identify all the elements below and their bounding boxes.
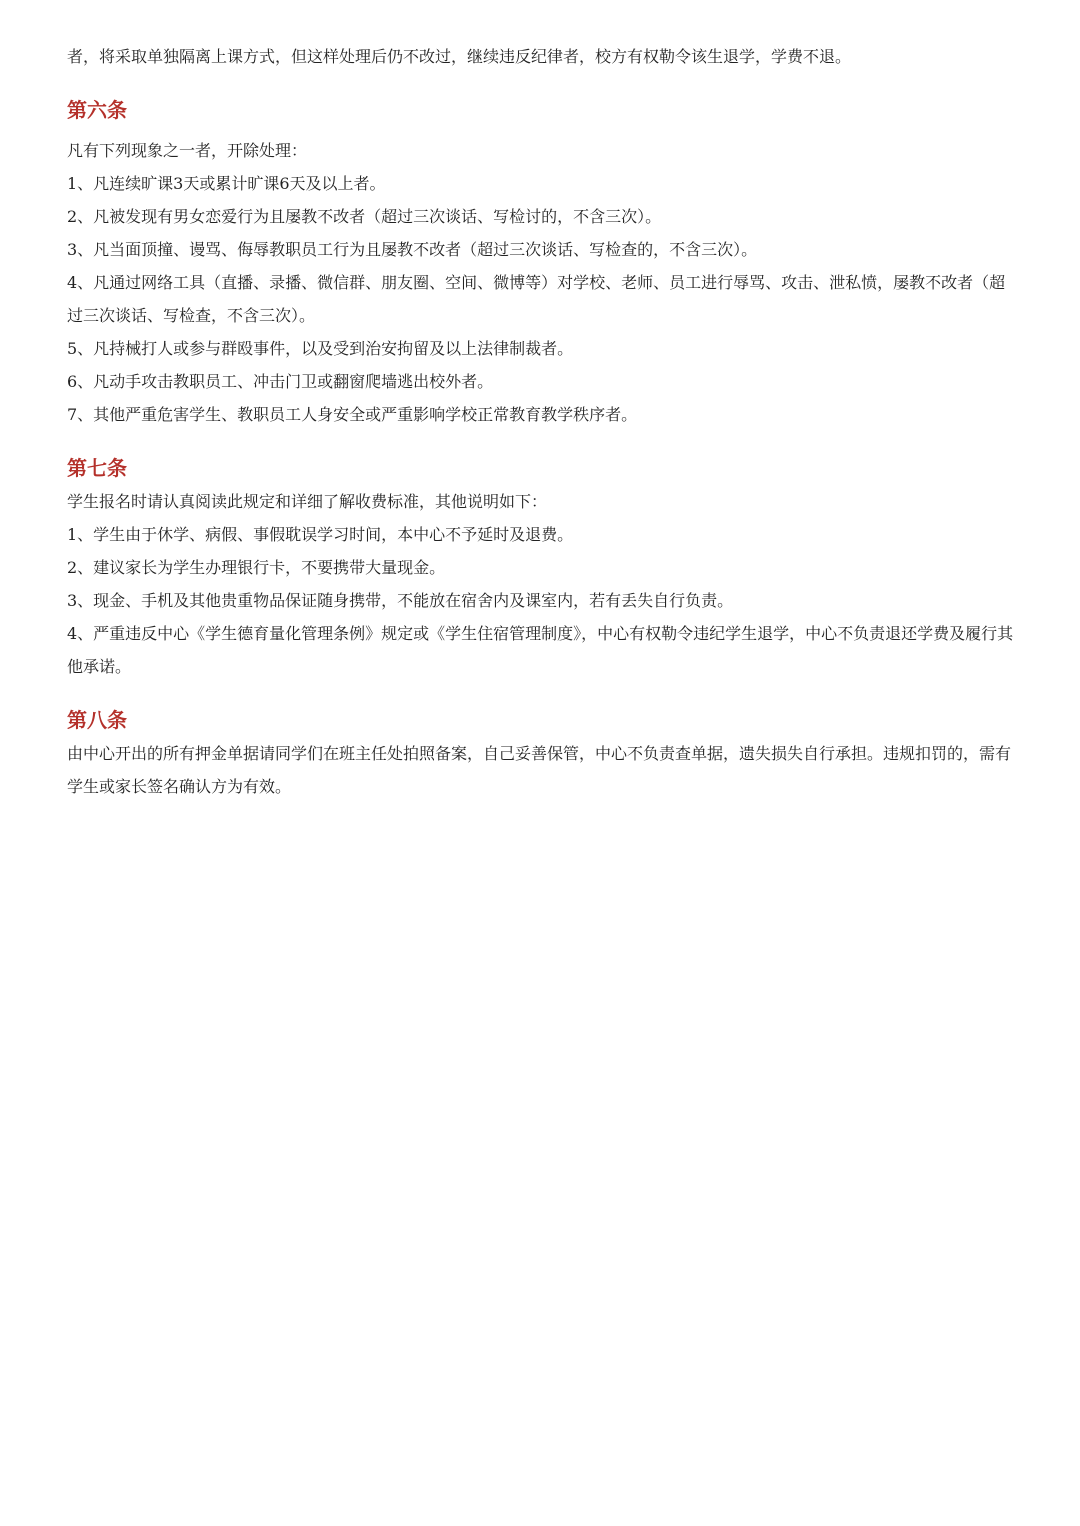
section-lead: 学生报名时请认真阅读此规定和详细了解收费标准，其他说明如下： xyxy=(67,492,548,511)
list-item: 3、凡当面顶撞、谩骂、侮辱教职员工行为且屡教不改者（超过三次谈话、写检查的，不含三次）。 xyxy=(67,240,758,259)
list-item: 6、凡动手攻击教职员工、冲击门卫或翻窗爬墙逃出校外者。 xyxy=(67,372,494,391)
list-item: 1、学生由于休学、病假、事假耽误学习时间，本中心不予延时及退费。 xyxy=(67,525,574,544)
spacer xyxy=(67,73,1017,93)
section-lead: 由中心开出的所有押金单据请同学们在班主任处拍照备案，自己妥善保管，中心不负责查单据，遗失损失自行承担。违规扣罚的，需有学生或家长签名确认方为有效。 xyxy=(67,744,1012,796)
list-item: 5、凡持械打人或参与群殴事件，以及受到治安拘留及以上法律制裁者。 xyxy=(67,339,574,358)
section-lead: 凡有下列现象之一者，开除处理： xyxy=(67,141,308,160)
list-item: 1、凡连续旷课3天或累计旷课6天及以上者。 xyxy=(67,174,386,193)
document-body xyxy=(67,40,1017,803)
list-item: 2、凡被发现有男女恋爱行为且屡教不改者（超过三次谈话、写检讨的，不含三次）。 xyxy=(67,207,662,226)
list-item: 7、其他严重危害学生、教职员工人身安全或严重影响学校正常教育教学秩序者。 xyxy=(67,405,638,424)
list-item: 2、建议家长为学生办理银行卡，不要携带大量现金。 xyxy=(67,558,446,577)
section-article-6 xyxy=(67,93,1017,431)
intro-line: 者，将采取单独隔离上课方式，但这样处理后仍不改过，继续违反纪律者，校方有权勒令该生退学，学费不退。 xyxy=(67,47,852,66)
list-item: 4、严重违反中心《学生德育量化管理条例》规定或《学生住宿管理制度》，中心有权勒令违纪学生退学，中心不负责退还学费及履行其他承诺。 xyxy=(67,624,1014,676)
list-item: 3、现金、手机及其他贵重物品保证随身携带，不能放在宿舍内及课室内，若有丢失自行负责。 xyxy=(67,591,734,610)
spacer xyxy=(67,683,1017,703)
section-title: 第六条 xyxy=(67,98,127,122)
section-title: 第八条 xyxy=(67,708,127,732)
list-item: 4、凡通过网络工具（直播、录播、微信群、朋友圈、空间、微博等）对学校、老师、员工进行辱骂、攻击、泄私愤，屡教不改者（超过三次谈话、写检查，不含三次）。 xyxy=(67,273,1006,325)
section-article-7 xyxy=(67,451,1017,683)
section-article-8 xyxy=(67,703,1017,803)
spacer xyxy=(67,431,1017,451)
section-title: 第七条 xyxy=(67,456,127,480)
